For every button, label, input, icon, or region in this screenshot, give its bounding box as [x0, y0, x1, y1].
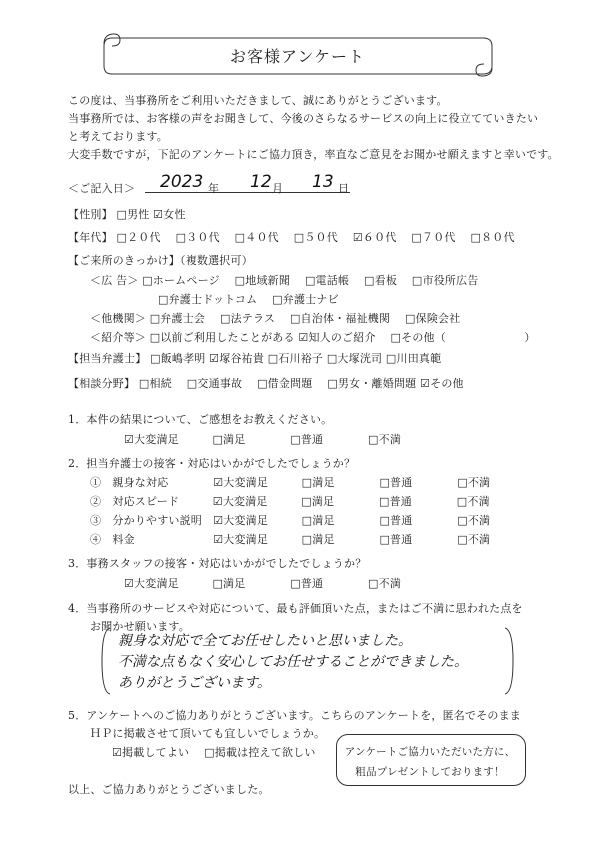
date-year-unit: 年	[208, 182, 220, 195]
page-title: お客様アンケート	[229, 47, 366, 66]
age-row[interactable]: 【年代】 □２０代 □３０代 □４０代 □５０代 ☑６０代 □７０代 □８０代	[68, 231, 515, 244]
date-day: 13	[312, 172, 334, 192]
q5-question-2: ＨＰに掲載させて頂いても宜しいでしょうか。	[90, 727, 326, 740]
q4-handwriting-3: ありがとうございます。	[118, 675, 271, 691]
intro-line-3: と考えております。	[68, 130, 168, 143]
gift-line-2: 粗品プレゼントしております！	[355, 766, 505, 778]
gender-row[interactable]: 【性別】 □男性 ☑女性	[68, 208, 186, 221]
q2-row-4[interactable]: ④ 料金 ☑大変満足 □満足 □普通 □不満	[90, 533, 491, 546]
bracket-left-icon	[100, 626, 112, 696]
intro-line-4: 大変手数ですが，下記のアンケートにご協力頂き，率直なご意見をお聞かせ願えますと幸いです。	[68, 148, 559, 161]
q5-question-1: 5．アンケートへのご協力ありがとうございます。こちらのアンケートを，匿名でそのまま	[68, 709, 521, 722]
q1-answers[interactable]: ☑大変満足 □満足 □普通 □不満	[124, 433, 402, 446]
date-month: 12	[250, 172, 272, 192]
q4-handwriting-1: 親身な対応で全てお任せしたいと思いました。	[118, 633, 412, 649]
date-year: 2023	[160, 172, 204, 192]
title-banner	[100, 30, 495, 78]
date-month-unit: 月	[272, 182, 284, 195]
q2-question: 2．担当弁護士の接客・対応はいかがでしたでしょうか？	[68, 457, 356, 470]
field-row[interactable]: 【相談分野】 □相続 □交通事故 □借金問題 □男女・離婚問題 ☑その他	[68, 377, 464, 390]
intro-line-1: この度は、当事務所をご利用いただきまして、誠にありがとうございます。	[68, 94, 448, 107]
closing-text: 以上、ご協力ありがとうございました。	[68, 783, 270, 796]
source-ads-row-2[interactable]: □弁護士ドットコム □弁護士ナビ	[158, 293, 339, 306]
q5-answers[interactable]: ☑掲載してよい □掲載は控えて欲しい	[112, 746, 316, 759]
lawyer-row[interactable]: 【担当弁護士】 □飯嶋孝明 ☑塚谷祐貴 □石川裕子 □大塚洸司 □川田真範	[68, 352, 442, 365]
date-day-unit: 日	[338, 182, 350, 195]
bracket-right-icon	[503, 626, 515, 696]
q4-question-1: 4．当事務所のサービスや対応について、最も評価頂いた点，またはご不満に思われた点を	[68, 602, 523, 615]
date-label: ＜ご記入日＞	[68, 182, 136, 195]
intro-line-2: 当事務所では、お客様の声をお聞きして、今後のさらなるサービスの向上に役立てていきたい	[68, 112, 539, 125]
q3-question: 3．事務スタッフの接客・対応はいかがでしたでしょうか？	[68, 557, 367, 570]
source-referral-row[interactable]: ＜紹介等＞ □以前ご利用したことがある ☑知人のご紹介 □その他（ ）	[90, 331, 536, 344]
q4-handwriting-2: 不満な点もなく安心してお任せすることができました。	[118, 654, 468, 670]
q2-row-2[interactable]: ② 対応スピード ☑大変満足 □満足 □普通 □不満	[90, 495, 490, 508]
q3-answers[interactable]: ☑大変満足 □満足 □普通 □不満	[124, 577, 402, 590]
source-header: 【ご来所のきっかけ】（複数選択可）	[68, 254, 253, 267]
q4-question-2: お聞かせ願います。	[90, 620, 190, 633]
source-ads-row[interactable]: ＜広 告＞ □ホームページ □地域新聞 □電話帳 □看板 □市役所広告	[90, 274, 479, 287]
q2-row-1[interactable]: ① 親身な対応 ☑大変満足 □満足 □普通 □不満	[90, 476, 491, 489]
q2-row-3[interactable]: ③ 分かりやすい説明 ☑大変満足 □満足 □普通 □不満	[90, 514, 491, 527]
source-agency-row[interactable]: ＜他機関＞ □弁護士会 □法テラス □自治体・福祉機関 □保険会社	[90, 312, 461, 325]
gift-line-1: アンケートご協力いただいた方に、	[344, 746, 516, 758]
q1-question: 1．本件の結果について、ご感想をお教えください。	[68, 413, 333, 426]
date-underline	[145, 192, 350, 193]
